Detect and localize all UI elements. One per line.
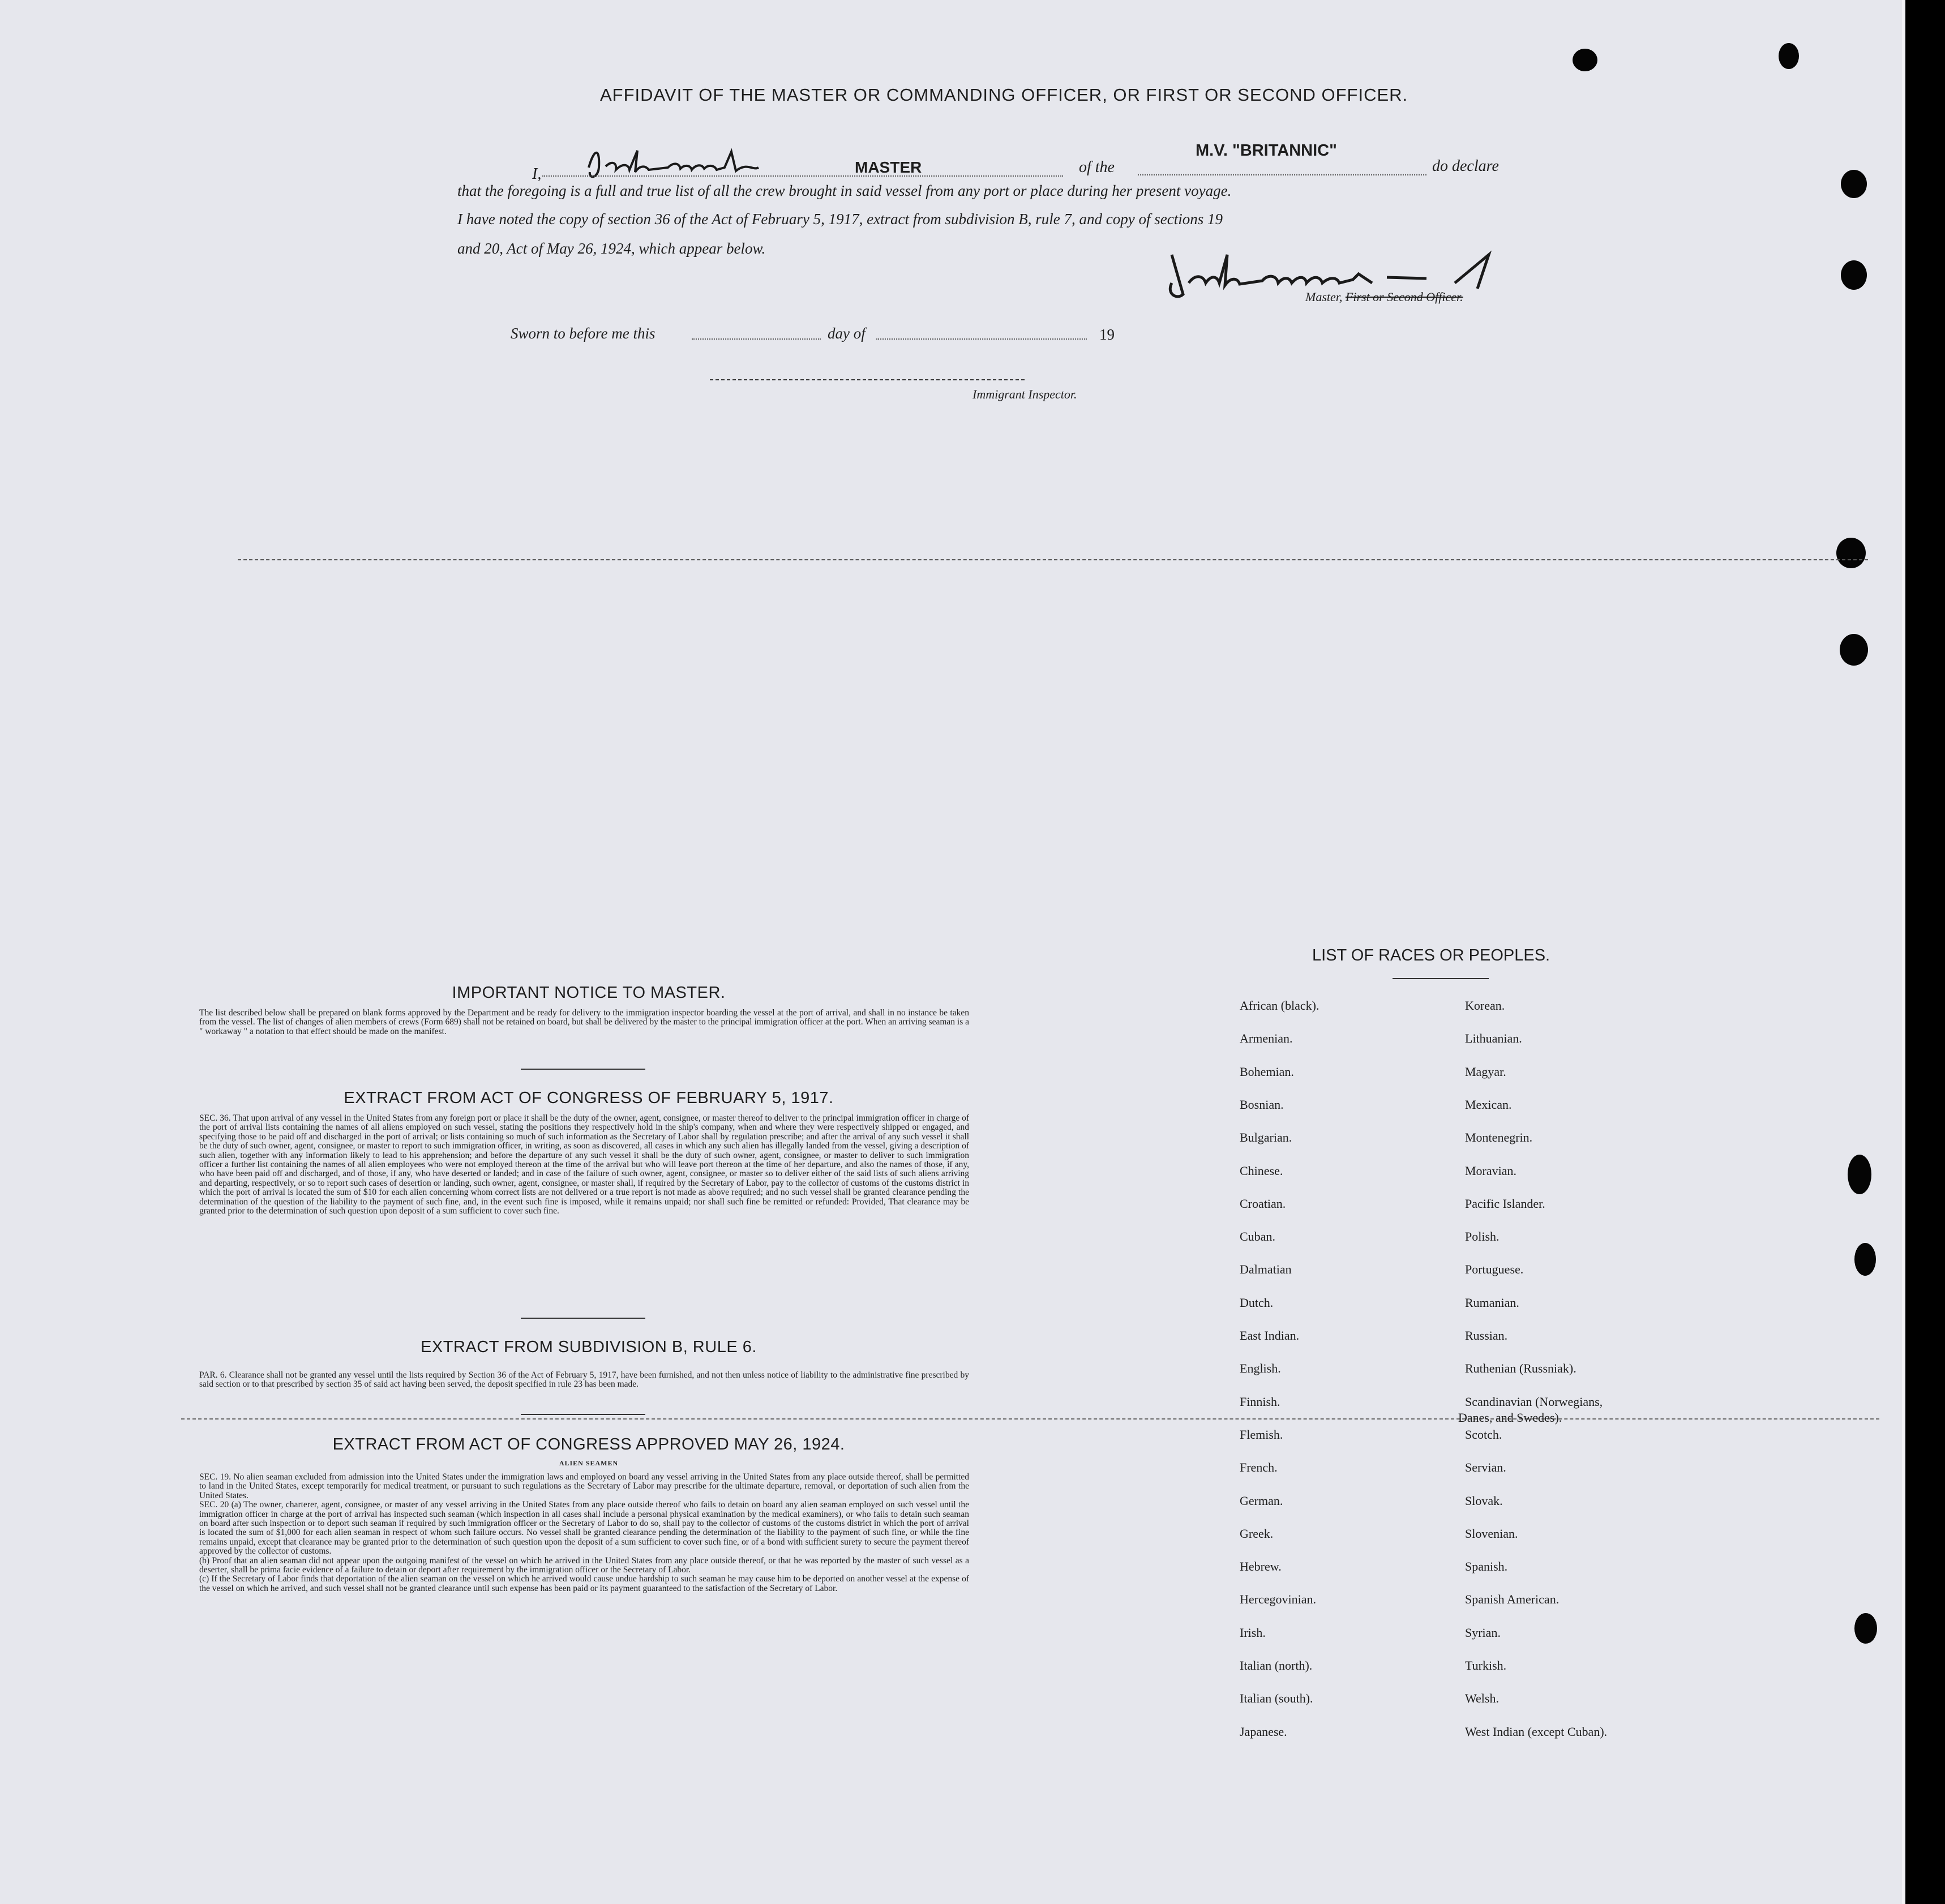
race-item: Russian. bbox=[1465, 1328, 1508, 1343]
race-item: Chinese. bbox=[1240, 1163, 1283, 1178]
sworn-day-line bbox=[692, 338, 821, 340]
vessel-line bbox=[1138, 174, 1426, 175]
affidavit-declare: do declare bbox=[1432, 157, 1499, 175]
alien-seamen-subheading: ALIEN SEAMEN bbox=[559, 1459, 619, 1467]
race-item: Flemish. bbox=[1240, 1427, 1283, 1442]
divider bbox=[521, 1318, 645, 1319]
affidavit-vessel: M.V. "BRITANNIC" bbox=[1196, 141, 1337, 160]
sworn-label: Sworn to before me this bbox=[511, 325, 656, 342]
sec20b-text: (b) Proof that an alien seaman did not appear upon the outgoing manifest of the vessel on which he arrived in the United States from any place outside thereof, or that he was reported by the master of such vessel as a deserter, shall be prima facie evidence of a failure to detain or deport after requirement by the immigration officer or the Secretary of Labor. bbox=[199, 1555, 969, 1575]
rule6-body: PAR. 6. Clearance shall not be granted any vessel until the lists required by Section 36 of the Act of February 5, 1917, have been furnished, and not then unless notice of liability to the administrative fine prescribed by said section or to that prescribed by section 35 of said act having been served, the deposit specified in rule 23 has been made. bbox=[199, 1370, 969, 1390]
race-item: Turkish. bbox=[1465, 1658, 1507, 1673]
race-item: Hercegovinian. bbox=[1240, 1592, 1316, 1607]
punch-hole bbox=[1854, 1613, 1877, 1644]
divider bbox=[521, 1414, 645, 1415]
race-item: Magyar. bbox=[1465, 1064, 1506, 1079]
sec20c-text: (c) If the Secretary of Labor finds that deportation of the alien seaman on the vessel on which he arrived would cause undue hardship to such seaman he may cause him to be deported on another vessel at the expense of the vessel on which he arrived, and such vessel shall not be granted clearance until such expense has been paid or its payment guaranteed to the satisfaction of the Secretary of Labor. bbox=[199, 1574, 969, 1593]
affidavit-line2: that the foregoing is a full and true list of all the crew brought in said vessel from any port or place during her present voyage. bbox=[457, 182, 1232, 199]
notice-body: The list described below shall be prepared on blank forms approved by the Department and be ready for delivery to the immigration inspector boarding the vessel at the port of arrival, and shall in no instance be taken from the vessel. The list of changes of alien members of crews (Form 689) shall not be retained on board, but shall be delivered by the master to the principal immigration officer at the port. When an arriving seaman is a " workaway " a notation to that effect should be made on the manifest. bbox=[199, 1008, 969, 1036]
race-item: Portuguese. bbox=[1465, 1262, 1524, 1277]
race-item: Pacific Islander. bbox=[1465, 1196, 1545, 1211]
inspector-line bbox=[710, 379, 1025, 380]
race-item: Slovenian. bbox=[1465, 1526, 1518, 1541]
extract-1924-heading: EXTRACT FROM ACT OF CONGRESS APPROVED MAY 26, 1924. bbox=[332, 1435, 845, 1453]
race-item: Croatian. bbox=[1240, 1196, 1286, 1211]
race-item: English. bbox=[1240, 1361, 1281, 1376]
affidavit-title: AFFIDAVIT OF THE MASTER OR COMMANDING OFFICER, OR FIRST OR SECOND OFFICER. bbox=[600, 85, 1408, 105]
race-item: East Indian. bbox=[1240, 1328, 1300, 1343]
race-item: West Indian (except Cuban). bbox=[1465, 1724, 1608, 1739]
signature-caption-master: Master, bbox=[1305, 290, 1343, 304]
race-item: Moravian. bbox=[1465, 1163, 1517, 1178]
extract-1924-body bbox=[199, 1473, 969, 1593]
notice-heading: IMPORTANT NOTICE TO MASTER. bbox=[452, 984, 726, 1002]
race-item: Ruthenian (Russniak). bbox=[1465, 1361, 1576, 1376]
sec20a-text: SEC. 20 (a) The owner, charterer, agent, consignee, or master of any vessel arriving in the United States from any place outside thereof who fails to detain on board any alien seaman employed on such vessel until the immigration officer in charge at the port of arrival has inspected such seaman (which inspection in all cases shall include a personal physical examination by the medical examiners), or who fails to detain such seaman on board after such inspection or to deport such seaman if required by such immigration officer or the Secretary of Labor to do so, shall pay to the collector of customs of the customs district in which the port of arrival is located the sum of $1,000 for each alien seaman in respect of whom such failure occurs. No vessel shall be granted clearance pending the determination of the liability to the payment of such fine, or while the fine remains unpaid, except that clearance may be granted prior to the determination of such question upon the deposit of a sum sufficient to cover such fine, or of a bond with sufficient surety to secure the payment thereof approved by the collector of customs. bbox=[199, 1500, 969, 1556]
race-item: Finnish. bbox=[1240, 1394, 1280, 1409]
affidavit-line3: I have noted the copy of section 36 of the Act of February 5, 1917, extract from subdivision B, rule 7, and copy of sections 19 bbox=[457, 211, 1223, 228]
signature-caption-struck: First or Second Officer. bbox=[1345, 290, 1463, 304]
punch-hole bbox=[1779, 43, 1799, 69]
race-item: African (black). bbox=[1240, 998, 1319, 1013]
name-line bbox=[542, 175, 1063, 177]
fold-line bbox=[181, 1418, 1879, 1420]
divider bbox=[521, 1069, 645, 1070]
race-item: German. bbox=[1240, 1493, 1283, 1508]
race-item: Japanese. bbox=[1240, 1724, 1287, 1739]
affidavit-line4: and 20, Act of May 26, 1924, which appear below. bbox=[457, 240, 766, 257]
inspector-caption: Immigrant Inspector. bbox=[973, 387, 1077, 401]
race-item: Rumanian. bbox=[1465, 1295, 1519, 1310]
race-item-continuation: Danes, and Swedes). bbox=[1458, 1410, 1562, 1425]
sworn-day-of: day of bbox=[828, 325, 866, 342]
race-item: Scotch. bbox=[1465, 1427, 1502, 1442]
race-item: Dalmatian bbox=[1240, 1262, 1292, 1277]
affidavit-role: MASTER bbox=[855, 158, 922, 176]
race-item: Welsh. bbox=[1465, 1691, 1499, 1706]
race-item: Dutch. bbox=[1240, 1295, 1274, 1310]
punch-hole bbox=[1840, 634, 1868, 666]
race-item: Montenegrin. bbox=[1465, 1130, 1533, 1145]
race-item: Servian. bbox=[1465, 1460, 1506, 1475]
extract-1917-heading: EXTRACT FROM ACT OF CONGRESS OF FEBRUARY 5, 1917. bbox=[344, 1089, 834, 1107]
punch-hole bbox=[1841, 260, 1867, 290]
race-item: Italian (north). bbox=[1240, 1658, 1313, 1673]
race-item: Armenian. bbox=[1240, 1031, 1293, 1046]
rule6-heading: EXTRACT FROM SUBDIVISION B, RULE 6. bbox=[421, 1338, 757, 1356]
punch-hole bbox=[1854, 1243, 1876, 1276]
affidavit-of-the: of the bbox=[1079, 158, 1115, 176]
punch-hole bbox=[1841, 170, 1867, 198]
race-item: Slovak. bbox=[1465, 1493, 1503, 1508]
punch-hole bbox=[1573, 49, 1597, 71]
fold-line bbox=[238, 559, 1868, 560]
race-item: Spanish American. bbox=[1465, 1592, 1560, 1607]
race-item: Mexican. bbox=[1465, 1097, 1512, 1112]
punch-hole bbox=[1848, 1155, 1871, 1194]
race-item: Korean. bbox=[1465, 998, 1505, 1013]
race-item: Italian (south). bbox=[1240, 1691, 1313, 1706]
race-item: French. bbox=[1240, 1460, 1278, 1475]
race-item: Lithuanian. bbox=[1465, 1031, 1522, 1046]
race-item: Bohemian. bbox=[1240, 1064, 1294, 1079]
race-item: Hebrew. bbox=[1240, 1559, 1282, 1574]
extract-1917-body: SEC. 36. That upon arrival of any vessel in the United States from any foreign port or place it shall be the duty of the owner, agent, consignee, or master thereof to deliver to the principal immigration officer in charge of the port of arrival lists containing the names of all aliens employed on such vessel, stating the positions they respectively hold in the ship's company, when and where they were respectively shipped or engaged, and specifying those to be paid off and discharged in the port of arrival; or lists containing so much of such information as the Secretary of Labor shall by regulation prescribe; and after the arrival of any such vessel it shall be the duty of such owner, agent, consignee, or master to report to such immigration officer, in writing, as soon as discovered, all cases in which any such alien has illegally landed from the vessel, giving a description of such alien, together with any information likely to lead to his apprehension; and before the departure of any such vessel it shall be the duty of such owner, agent, consignee, or master to deliver to such immigration officer a further list containing the names of all alien employees who were not employed thereon at the time of the arrival but who will leave port thereon at the time of her departure, and also the names of those, if any, who have been paid off and discharged, and of those, if any, who have deserted or landed; and in case of the failure of such owner, agent, consignee, or master so to deliver either of the said lists of such aliens arriving and departing, respectively, or so to report such cases of desertion or landing, such owner, agent, consignee, or master shall, if required by the Secretary of Labor, pay to the collector of customs of the customs district in which the port of arrival is located the sum of $10 for each alien concerning whom correct lists are not delivered or a true report is not made as above required; and no such vessel shall be granted clearance pending the determination of the question of the liability to the payment of such fine, and, in the event such fine is imposed, while it remains unpaid; nor shall such fine be remitted or refunded: Provided, That clearance may be granted prior to the determination of such question upon deposit of a sum sufficient to cover such fine. bbox=[199, 1113, 969, 1216]
race-item: Spanish. bbox=[1465, 1559, 1508, 1574]
races-heading: LIST OF RACES OR PEOPLES. bbox=[1312, 946, 1550, 964]
race-item: Syrian. bbox=[1465, 1625, 1501, 1640]
race-item: Bosnian. bbox=[1240, 1097, 1284, 1112]
race-item: Greek. bbox=[1240, 1526, 1274, 1541]
punch-hole bbox=[1836, 538, 1866, 568]
signature-caption bbox=[1305, 290, 1463, 305]
race-item: Bulgarian. bbox=[1240, 1130, 1292, 1145]
signature-image bbox=[583, 145, 809, 185]
race-item: Polish. bbox=[1465, 1229, 1500, 1244]
affidavit-i: I, bbox=[532, 165, 542, 183]
sec19-text: SEC. 19. No alien seaman excluded from admission into the United States under the immigration laws and employed on board any vessel arriving in the United States from any place outside thereof, shall be permitted to land in the United States, except temporarily for medical treatment, or pursuant to such regulations as the Secretary of Labor may prescribe for the ultimate departure, removal, or deportation of such alien from the United States. bbox=[199, 1472, 969, 1500]
sworn-year: 19 bbox=[1099, 326, 1115, 343]
races-divider bbox=[1393, 978, 1489, 979]
race-item: Cuban. bbox=[1240, 1229, 1275, 1244]
race-item: Scandinavian (Norwegians, bbox=[1465, 1394, 1603, 1409]
sworn-month-line bbox=[876, 338, 1087, 340]
race-item: Irish. bbox=[1240, 1625, 1266, 1640]
